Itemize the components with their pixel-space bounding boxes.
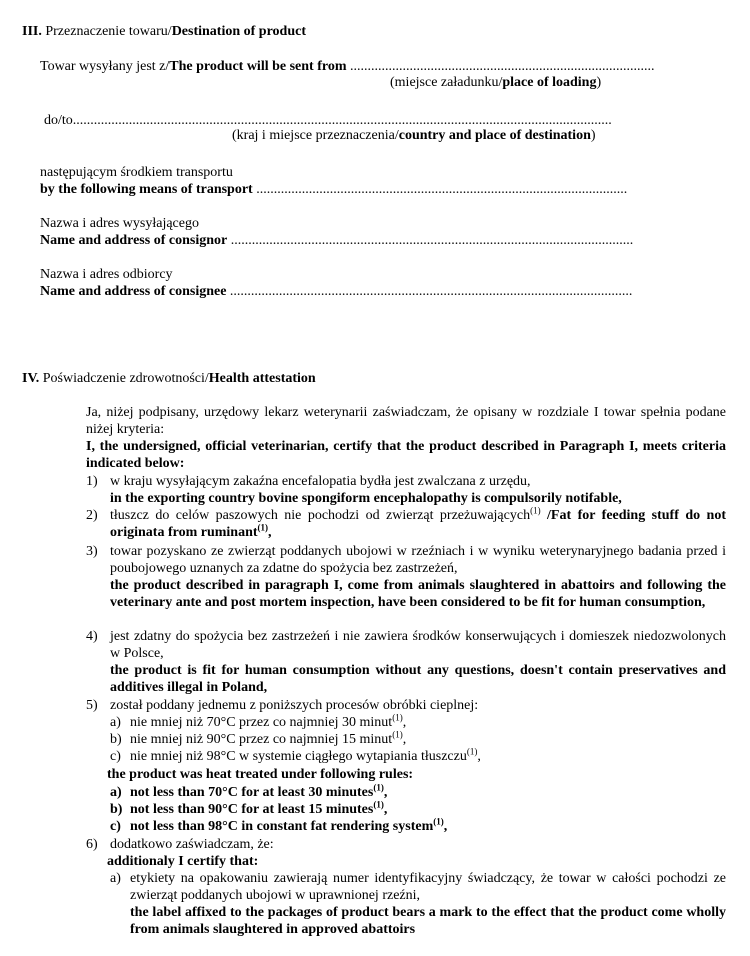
item-5a-en-text: not less than 70°C for at least 30 minutes [130, 785, 374, 800]
consignor-input[interactable]: ................................................................................................................... [230, 233, 634, 248]
footnote-ref: (1) [392, 729, 403, 740]
item-5c-en-text: not less than 98°C in constant fat rendering system [130, 819, 434, 834]
item-5b-pl-text: nie mniej niż 90°C przez co najmniej 15 minut [130, 732, 393, 747]
item-5a-label: a) [110, 715, 121, 730]
item-5b-en [130, 801, 387, 818]
separator: , [383, 802, 388, 817]
item-2-number: 2) [86, 508, 98, 523]
item-5a-pl-text: nie mniej niż 70°C przez co najmniej 30 minut [130, 715, 393, 730]
separator: , [402, 732, 407, 747]
item-6-pl: dodatkowo zaświadczam, że: [110, 837, 274, 852]
loading-caption [390, 74, 601, 91]
to-label: do/to [44, 113, 73, 128]
item-5-pl: został poddany jednemu z poniższych procesów obróbki cieplnej: [110, 698, 479, 713]
footnote-ref: (1) [530, 505, 541, 516]
heading-pl: Przeznaczenie towaru/ [45, 24, 172, 39]
item-4-en: the product is fit for human consumption without any questions, doesn't contain preservatives and additives illegal in Poland, [110, 663, 726, 695]
item-5b-en-text: not less than 90°C for at least 15 minutes [130, 802, 374, 817]
loading-caption-pl: (miejsce załadunku/ [390, 75, 503, 90]
item-5b-pl [130, 731, 406, 748]
item-5c-pl-text: nie mniej niż 98°C w systemie ciągłego wytapiania tłuszczu [130, 749, 467, 764]
destination-caption [232, 127, 596, 144]
item-1-number: 1) [86, 474, 98, 489]
item-5b-label: b) [110, 732, 122, 747]
consignor-label-en: Name and address of consignor [40, 233, 228, 248]
item-5-number: 5) [86, 698, 98, 713]
item-6-number: 6) [86, 837, 98, 852]
item-4-pl: jest zdatny do spożycia bez zastrzeżeń i nie zawiera środków konserwujących i domieszek niedozwolonych w Polsce, [110, 629, 726, 661]
item-5c-en [130, 818, 447, 835]
separator: , [443, 819, 448, 834]
footnote-ref: (1) [373, 782, 384, 793]
item-1-pl: w kraju wysyłającym zakaźna encefalopatia bydła jest zwalczana z urzędu, [110, 474, 531, 489]
consignee-label-en: Name and address of consignee [40, 284, 227, 299]
destination-input[interactable]: .......................................................................................................................................................... [72, 113, 612, 128]
intro-en: I, the undersigned, official veterinarian, certify that the product described in Paragraph I, meets criteria indicated below: [86, 439, 726, 471]
item-2-end: , [268, 525, 272, 540]
destination-caption-close: ) [590, 128, 596, 143]
consignor-field [40, 232, 633, 249]
item-3-en: the product described in paragraph I, come from animals slaughtered in abattoirs and following the veterinary ante and post mortem inspection, have been considered to be fit for human consumption, [110, 578, 726, 610]
item-3-pl: towar pozyskano ze zwierząt poddanych ubojowi w rzeźniach i w wyniku weterynaryjnego badania przed i poubojowego uznanych za zdatne do spożycia bez zastrzeżeń, [110, 544, 726, 576]
footnote-ref: (1) [433, 816, 444, 827]
sent-from-label-en: The product will be sent from [169, 59, 347, 74]
item-2-pl: tłuszcz do celów paszowych nie pochodzi od zwierząt przeżuwających [110, 508, 531, 523]
footnote-ref: (1) [466, 746, 478, 757]
heading-pl: Poświadczenie zdrowotności/ [42, 371, 209, 386]
sent-from-input[interactable]: ....................................................................................... [350, 59, 655, 74]
consignee-input[interactable]: ................................................................................................................... [229, 284, 633, 299]
item-1-en: in the exporting country bovine spongiform encephalopathy is compulsorily notifable, [110, 491, 622, 506]
separator: , [383, 785, 388, 800]
heading-number: IV. [22, 371, 40, 386]
heading-number: III. [22, 24, 42, 39]
intro-pl: Ja, niżej podpisany, urzędowy lekarz weterynarii zaświadczam, że opisany w rozdziale I towar spełnia podane niżej kryteria: [86, 405, 726, 437]
footnote-ref: (1) [373, 799, 384, 810]
section-iii-heading [22, 23, 306, 40]
item-5c-label: c) [110, 749, 121, 764]
heading-en: Destination of product [171, 24, 306, 39]
transport-label-en: by the following means of transport [40, 182, 253, 197]
consignee-field [40, 283, 632, 300]
destination-caption-pl: (kraj i miejsce przeznaczenia/ [232, 128, 399, 143]
item-5a-en [130, 784, 387, 801]
consignee-label-pl: Nazwa i adres odbiorcy [40, 267, 173, 282]
item-2-separator: / [540, 508, 551, 523]
item-6a-en: the label affixed to the packages of product bears a mark to the effect that the product come wholly from animals slaughtered in approved abattoirs [130, 905, 726, 937]
transport-label-pl: następującym środkiem transportu [40, 165, 233, 180]
loading-caption-close: ) [596, 75, 602, 90]
transport-field [40, 181, 627, 198]
heading-en: Health attestation [208, 371, 316, 386]
item-6-en: additionaly I certify that: [107, 854, 259, 869]
item-5a-en-label: a) [110, 785, 122, 800]
item-6a-pl: etykiety na opakowaniu zawierają numer identyfikacyjny świadczący, że towar w całości pochodzi ze zwierząt poddanych ubojowi w uprawnionej rzeźni, [130, 871, 726, 903]
item-5b-en-label: b) [110, 802, 123, 817]
destination-caption-en: country and place of destination [398, 128, 591, 143]
separator: , [477, 749, 481, 764]
item-3-number: 3) [86, 544, 98, 559]
item-5c-pl [130, 748, 481, 765]
footnote-ref: (1) [257, 522, 269, 533]
sent-from-field [40, 58, 655, 75]
item-5c-en-label: c) [110, 819, 121, 834]
footnote-ref: (1) [392, 712, 403, 723]
item-2-text [110, 507, 726, 541]
item-4-number: 4) [86, 629, 98, 644]
item-6a-label: a) [110, 871, 121, 886]
item-5a-pl [130, 714, 406, 731]
item-2-en: Fat for feeding stuff do not originata from ruminant [110, 508, 727, 540]
separator: , [402, 715, 407, 730]
transport-input[interactable]: .......................................................................................................... [256, 182, 628, 197]
consignor-label-pl: Nazwa i adres wysyłającego [40, 216, 199, 231]
section-iv-heading [22, 370, 316, 387]
item-5-en: the product was heat treated under following rules: [107, 767, 414, 782]
sent-from-label-pl: Towar wysyłany jest z/ [40, 59, 170, 74]
loading-caption-en: place of loading [502, 75, 597, 90]
